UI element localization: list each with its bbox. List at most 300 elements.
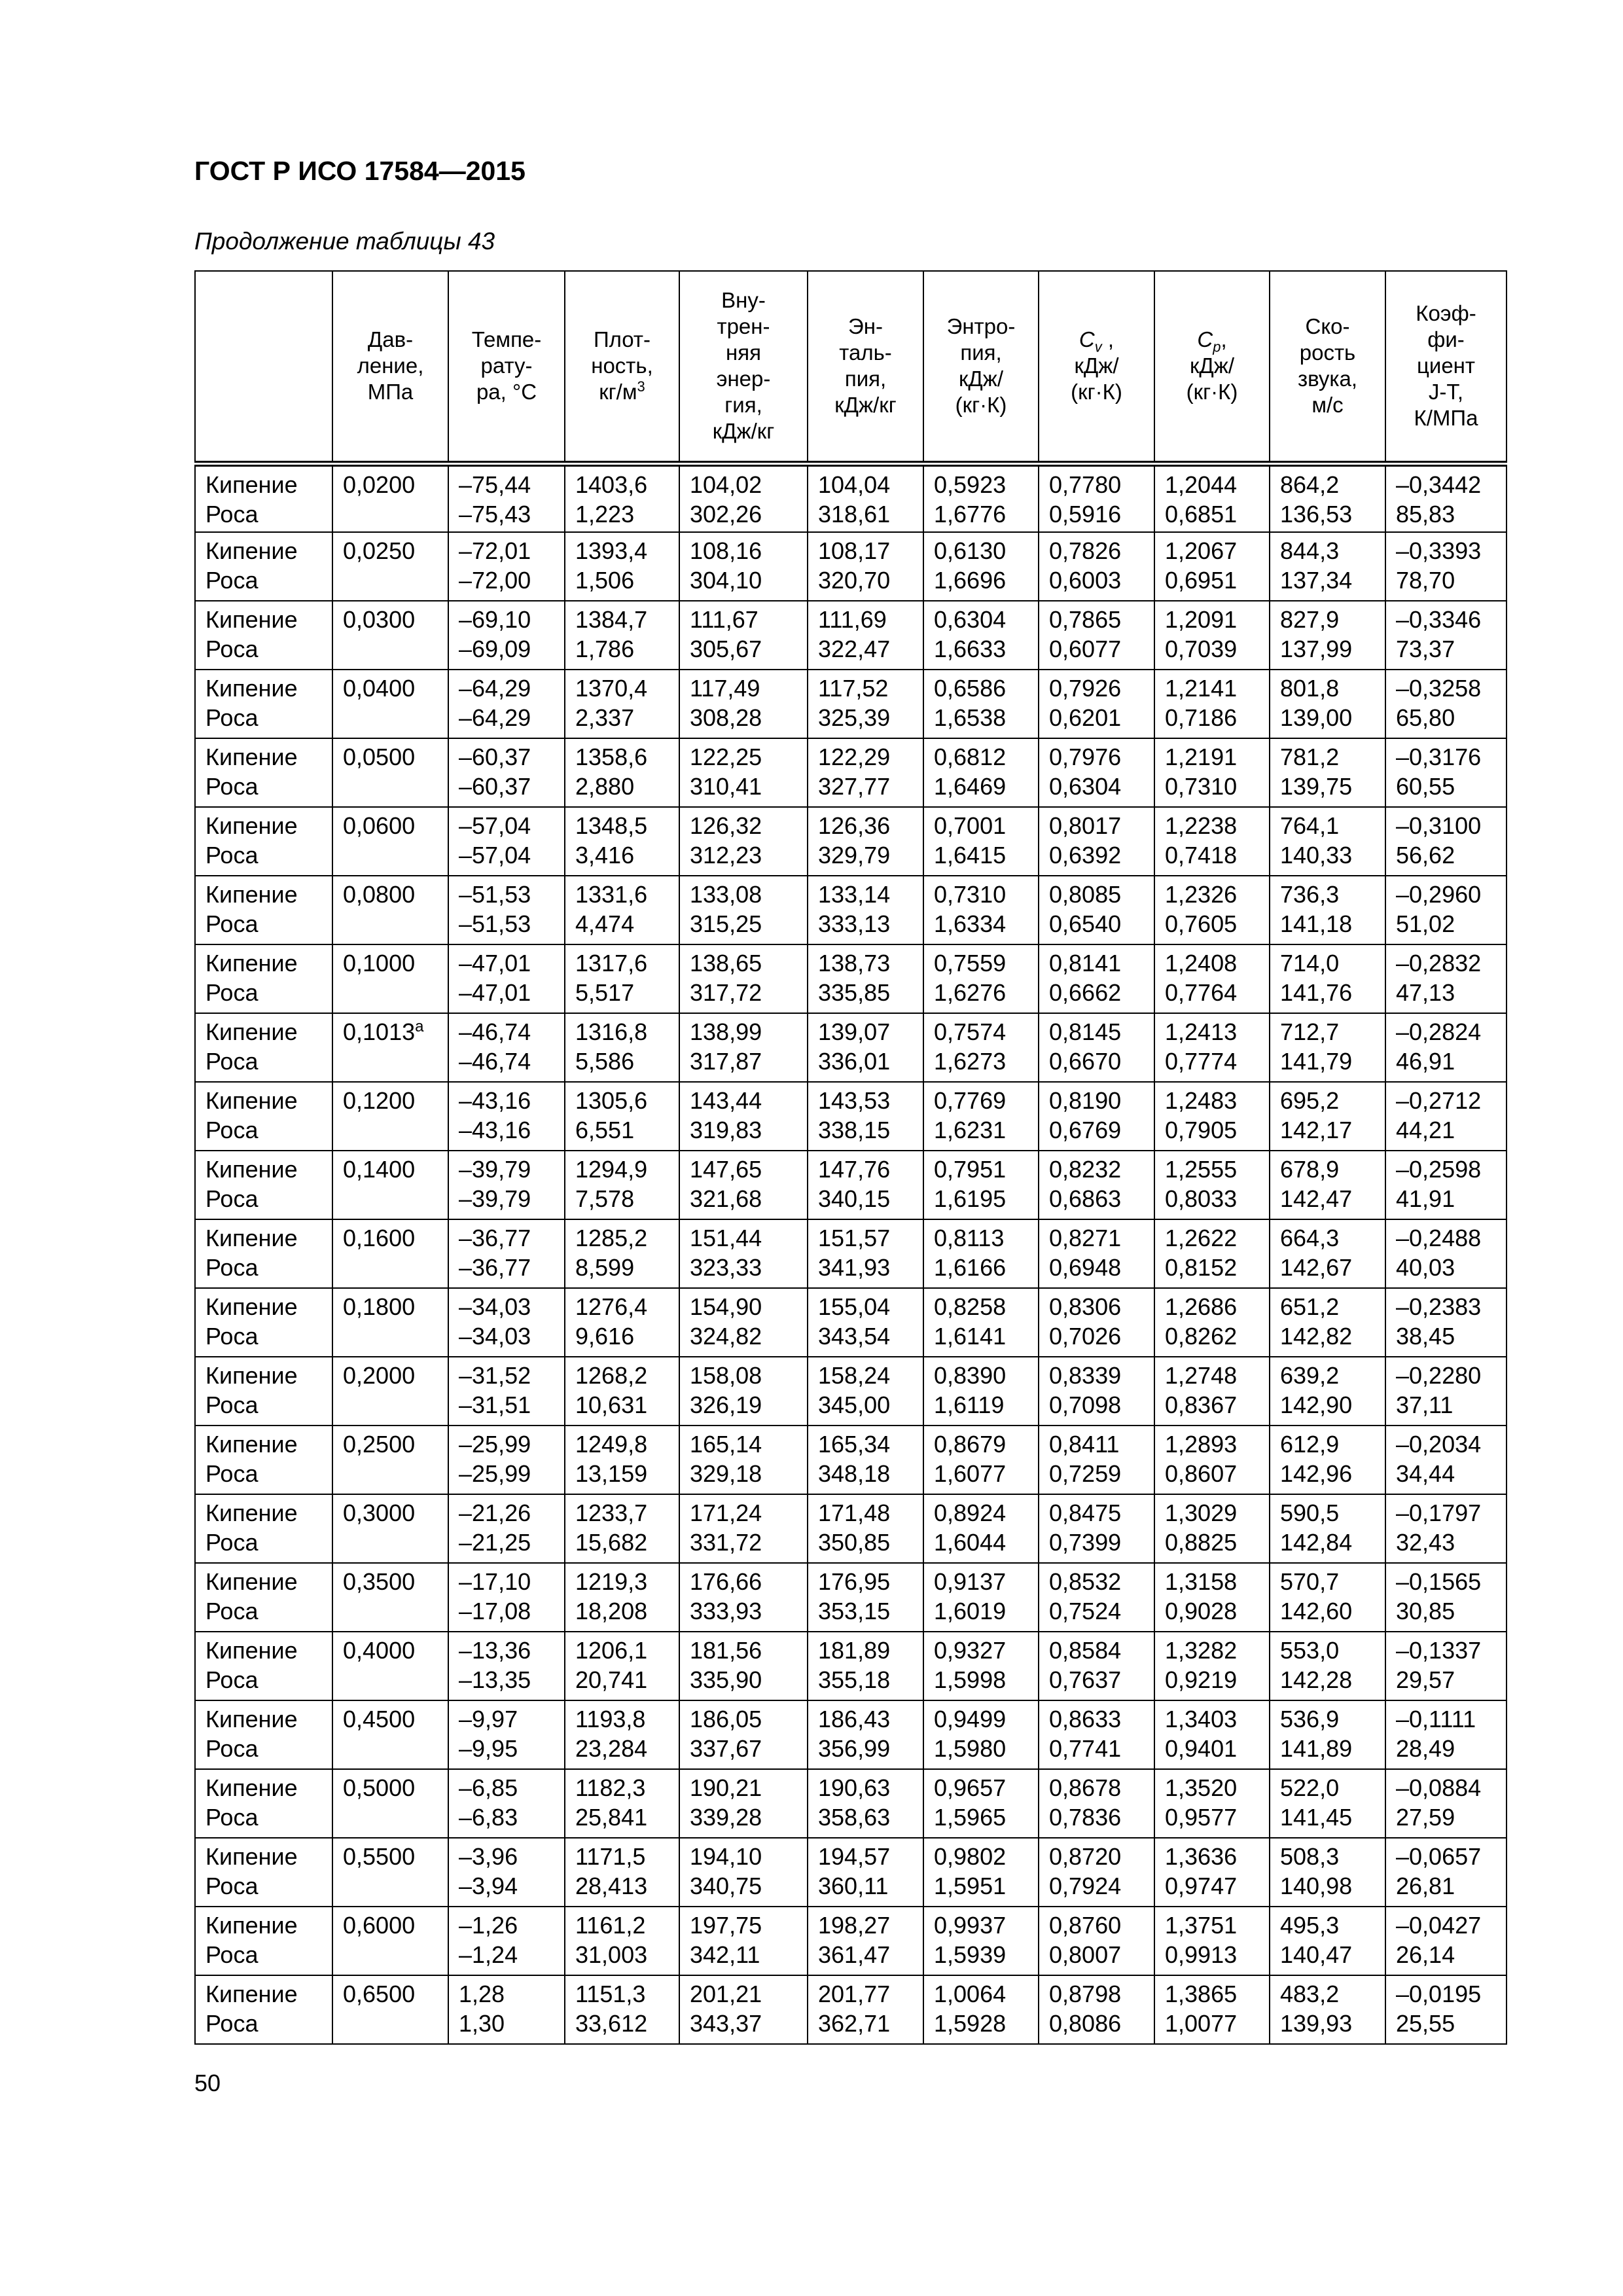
column-header-temperature <box>448 271 565 463</box>
page-number: 50 <box>194 2070 221 2096</box>
table-row <box>195 1151 1507 1219</box>
column-header-line <box>811 314 920 340</box>
cell-cv <box>1039 670 1154 738</box>
cell-value: 1,6019 <box>934 1598 1007 1624</box>
column-header-line <box>452 353 562 379</box>
cell-entropy <box>923 1700 1039 1769</box>
column-header-line <box>683 392 804 418</box>
pressure-value: 0,0600 <box>343 812 416 839</box>
cell-value: –13,36 <box>459 1637 531 1664</box>
cell-cp <box>1154 1357 1270 1426</box>
cell-value: 201,77 <box>818 1981 891 2007</box>
cell-value: 335,85 <box>818 979 891 1006</box>
cell-value: 1182,3 <box>575 1774 646 1801</box>
cell-value: 321,68 <box>690 1185 762 1212</box>
phase-label: Роса <box>205 567 259 594</box>
cell-value: 1,6276 <box>934 979 1007 1006</box>
column-header-line <box>1389 327 1503 353</box>
cell-internal-energy <box>679 1219 808 1288</box>
cell-value: 310,41 <box>690 773 762 800</box>
column-header-text: кДж/ <box>958 367 1004 391</box>
cell-value: –0,3442 <box>1396 471 1482 498</box>
cell-value: 0,8007 <box>1049 1941 1122 1968</box>
column-header-line <box>927 314 1035 340</box>
cell-cv <box>1039 1494 1154 1563</box>
cell-value: 25,55 <box>1396 2010 1455 2037</box>
cell-sound-speed <box>1270 1426 1385 1494</box>
phase-label: Кипение <box>205 1293 298 1320</box>
cell-density <box>565 1632 679 1700</box>
cell-value: 142,84 <box>1280 1529 1353 1556</box>
cell-value: 317,87 <box>690 1048 762 1075</box>
cell-enthalpy <box>808 1288 923 1357</box>
cell-value: –0,1797 <box>1396 1499 1482 1526</box>
cell-entropy <box>923 1975 1039 2044</box>
cell-value: 0,6662 <box>1049 979 1122 1006</box>
cell-value: 9,616 <box>575 1323 635 1350</box>
cell-value: 176,66 <box>690 1568 762 1595</box>
cell-jt-coefficient <box>1385 944 1507 1013</box>
cell-value: –0,0657 <box>1396 1843 1482 1870</box>
cell-pressure <box>332 1563 448 1632</box>
cell-cp <box>1154 1288 1270 1357</box>
table-row <box>195 807 1507 876</box>
cell-cv <box>1039 807 1154 876</box>
cell-value: 111,69 <box>818 606 887 633</box>
phase-label: Роса <box>205 1117 259 1143</box>
cell-value: 10,631 <box>575 1391 648 1418</box>
cell-value <box>343 673 444 703</box>
cell-value: 133,14 <box>818 881 891 908</box>
cell-value: 319,83 <box>690 1117 762 1143</box>
cell-value: 1,2555 <box>1165 1156 1238 1183</box>
cell-value: 305,67 <box>690 636 762 662</box>
cell-value: 1,5965 <box>934 1804 1007 1831</box>
cell-value: 678,9 <box>1280 1156 1340 1183</box>
cell-cv <box>1039 1357 1154 1426</box>
cell-entropy <box>923 1357 1039 1426</box>
cell-value: 176,95 <box>818 1568 891 1595</box>
cell-value: 37,11 <box>1396 1391 1454 1418</box>
table-row <box>195 1975 1507 2044</box>
cell-value: 0,7637 <box>1049 1666 1122 1693</box>
cell-sound-speed <box>1270 463 1385 532</box>
cell-cp <box>1154 463 1270 532</box>
cell-enthalpy <box>808 1082 923 1151</box>
cell-value: 342,11 <box>690 1941 760 1968</box>
cell-value: 0,8306 <box>1049 1293 1122 1320</box>
cell-value: 1384,7 <box>575 606 648 633</box>
cell-value: 34,44 <box>1396 1460 1455 1487</box>
cell-pressure <box>332 1975 448 2044</box>
cell-entropy <box>923 1563 1039 1632</box>
cell-value: 1348,5 <box>575 812 648 839</box>
cell-value: 7,578 <box>575 1185 635 1212</box>
table-row <box>195 1494 1507 1563</box>
cell-value: 139,93 <box>1280 2010 1353 2037</box>
column-header-line <box>568 379 676 405</box>
cell-value: 318,61 <box>818 500 891 528</box>
cell-temperature <box>448 1494 565 1563</box>
cell-value: 1233,7 <box>575 1499 648 1526</box>
cell-jt-coefficient <box>1385 1288 1507 1357</box>
phase-label: Кипение <box>205 1568 298 1595</box>
cell-jt-coefficient <box>1385 1219 1507 1288</box>
pressure-value: 0,1000 <box>343 950 416 977</box>
pressure-value: 0,0250 <box>343 537 416 564</box>
cell-pressure <box>332 670 448 738</box>
cell-value: 1317,6 <box>575 950 648 977</box>
column-header-text: Плот- <box>593 327 651 352</box>
cell-value: –31,52 <box>459 1362 531 1389</box>
column-header-line <box>1273 392 1382 418</box>
cell-value: 827,9 <box>1280 606 1340 633</box>
cell-value: 0,8113 <box>934 1225 1005 1251</box>
cell-value: 30,85 <box>1396 1598 1455 1624</box>
cell-value: 312,23 <box>690 842 762 869</box>
cell-value: 1,2044 <box>1165 471 1238 498</box>
cell-value: 0,7951 <box>934 1156 1007 1183</box>
cell-sound-speed <box>1270 807 1385 876</box>
cell-value: 1276,4 <box>575 1293 648 1320</box>
cell-value: –69,09 <box>459 636 531 662</box>
column-header-line <box>568 353 676 379</box>
pressure-value: 0,0200 <box>343 471 416 498</box>
cell-value: 781,2 <box>1280 744 1340 770</box>
cell-value: 0,8411 <box>1049 1431 1120 1458</box>
column-header-text: кг/м <box>599 380 637 404</box>
pressure-value: 0,0800 <box>343 881 416 908</box>
cell-enthalpy <box>808 463 923 532</box>
phase-label: Кипение <box>205 1774 298 1801</box>
cell-value: 138,65 <box>690 950 762 977</box>
cell-value: 1268,2 <box>575 1362 648 1389</box>
cell-value: 147,65 <box>690 1156 762 1183</box>
cell-cv <box>1039 1632 1154 1700</box>
cell-internal-energy <box>679 1975 808 2044</box>
cell-value: –60,37 <box>459 744 531 770</box>
cell-value: –43,16 <box>459 1087 531 1114</box>
cell-value: –36,77 <box>459 1225 531 1251</box>
cell-value: 844,3 <box>1280 537 1340 564</box>
cell-enthalpy <box>808 1563 923 1632</box>
cell-value: 1,6776 <box>934 500 1007 528</box>
cell-value: 0,6077 <box>1049 636 1122 662</box>
cell-enthalpy <box>808 601 923 670</box>
cell-value: 0,9937 <box>934 1912 1007 1939</box>
cell-temperature <box>448 601 565 670</box>
cell-value: 315,25 <box>690 910 762 937</box>
cell-value: 140,47 <box>1280 1941 1353 1968</box>
cell-value: 0,7186 <box>1165 704 1238 731</box>
cell-temperature <box>448 876 565 944</box>
cell-value: –0,3176 <box>1396 744 1482 770</box>
cell-value: 0,9401 <box>1165 1735 1238 1762</box>
cell-value: 38,45 <box>1396 1323 1455 1350</box>
cell-density <box>565 738 679 807</box>
cell-enthalpy <box>808 1219 923 1288</box>
cell-phase <box>195 1426 332 1494</box>
cell-value: 0,8141 <box>1049 950 1122 977</box>
column-header-line <box>683 366 804 392</box>
cell-value: 736,3 <box>1280 881 1340 908</box>
cell-value: 1,6166 <box>934 1254 1007 1281</box>
cell-entropy <box>923 463 1039 532</box>
phase-label: Роса <box>205 842 259 869</box>
cell-value: 350,85 <box>818 1529 891 1556</box>
cell-value: –21,25 <box>459 1529 531 1556</box>
cell-cv <box>1039 1082 1154 1151</box>
column-header-line <box>1389 353 1503 379</box>
cell-internal-energy <box>679 1357 808 1426</box>
cell-value: 333,13 <box>818 910 891 937</box>
cell-value: 1331,6 <box>575 881 648 908</box>
cell-value: 0,7836 <box>1049 1804 1122 1831</box>
cell-value: 1,6334 <box>934 910 1007 937</box>
cell-sound-speed <box>1270 670 1385 738</box>
cell-value: 141,76 <box>1280 979 1353 1006</box>
cell-value: 0,6951 <box>1165 567 1238 594</box>
cell-value: 28,49 <box>1396 1735 1455 1762</box>
cell-internal-energy <box>679 1632 808 1700</box>
cell-enthalpy <box>808 1426 923 1494</box>
cell-value: 0,9499 <box>934 1706 1007 1732</box>
cell-phase <box>195 1013 332 1082</box>
cell-value <box>343 536 444 565</box>
table-row <box>195 463 1507 532</box>
cell-pressure <box>332 532 448 601</box>
column-header-symbol: C <box>1079 327 1095 352</box>
cell-entropy <box>923 738 1039 807</box>
cell-value: 0,6130 <box>934 537 1007 564</box>
cell-value: –0,2960 <box>1396 881 1482 908</box>
cell-value: 0,8720 <box>1049 1843 1122 1870</box>
column-header-text: , <box>1101 327 1115 352</box>
cell-value: 143,44 <box>690 1087 762 1114</box>
cell-value: 0,6540 <box>1049 910 1122 937</box>
cell-density <box>565 1151 679 1219</box>
cell-value: 338,15 <box>818 1117 891 1143</box>
cell-entropy <box>923 1907 1039 1975</box>
cell-value: 0,7026 <box>1049 1323 1122 1350</box>
cell-value: –75,44 <box>459 471 531 498</box>
cell-value: 0,7780 <box>1049 471 1122 498</box>
cell-value: 1,28 <box>459 1981 505 2007</box>
cell-cv <box>1039 1151 1154 1219</box>
cell-pressure <box>332 1838 448 1907</box>
pressure-value: 0,0300 <box>343 606 416 633</box>
cell-value: 158,24 <box>818 1362 891 1389</box>
phase-label: Роса <box>205 979 259 1006</box>
column-header-sound-speed <box>1270 271 1385 463</box>
column-header-text: J-T, <box>1428 380 1464 404</box>
cell-value: 142,60 <box>1280 1598 1353 1624</box>
cell-value: 0,8145 <box>1049 1018 1122 1045</box>
column-header-text: энер- <box>716 367 771 391</box>
cell-value: 0,7259 <box>1049 1460 1122 1487</box>
phase-label: Роса <box>205 1529 259 1556</box>
column-header-line <box>1389 405 1503 431</box>
cell-value: 142,47 <box>1280 1185 1353 1212</box>
cell-density <box>565 1357 679 1426</box>
cell-value <box>343 470 444 499</box>
column-header-text: кДж/ <box>1074 353 1119 378</box>
phase-label: Кипение <box>205 1225 298 1251</box>
cell-density <box>565 1082 679 1151</box>
cell-value: 1,2893 <box>1165 1431 1238 1458</box>
column-header-line <box>1389 379 1503 405</box>
cell-enthalpy <box>808 944 923 1013</box>
cell-value: 340,75 <box>690 1873 762 1899</box>
cell-value: 1,2141 <box>1165 675 1238 702</box>
cell-value: 0,8152 <box>1165 1254 1238 1281</box>
cell-value: –0,3258 <box>1396 675 1482 702</box>
cell-temperature <box>448 807 565 876</box>
cell-cv <box>1039 1700 1154 1769</box>
cell-value: 1403,6 <box>575 471 648 498</box>
cell-value: 155,04 <box>818 1293 891 1320</box>
cell-value: 1,3403 <box>1165 1706 1238 1732</box>
cell-cp <box>1154 1838 1270 1907</box>
column-header-line <box>927 392 1035 418</box>
cell-value: 1,2326 <box>1165 881 1238 908</box>
cell-value: 0,7905 <box>1165 1117 1238 1143</box>
phase-label: Кипение <box>205 1018 298 1045</box>
cell-cv <box>1039 944 1154 1013</box>
cell-value: 0,6201 <box>1049 704 1122 731</box>
cell-value: –0,3393 <box>1396 537 1482 564</box>
cell-value: 0,5923 <box>934 471 1007 498</box>
cell-value <box>343 1498 444 1528</box>
cell-jt-coefficient <box>1385 1494 1507 1563</box>
cell-value: 1,3636 <box>1165 1843 1238 1870</box>
cell-sound-speed <box>1270 532 1385 601</box>
cell-enthalpy <box>808 1907 923 1975</box>
column-header-line <box>1158 379 1266 405</box>
column-header-phase <box>195 271 332 463</box>
cell-value: 1161,2 <box>575 1912 646 1939</box>
column-header-line <box>811 366 920 392</box>
cell-value: 0,7098 <box>1049 1391 1122 1418</box>
cell-cv <box>1039 1907 1154 1975</box>
cell-value: 333,93 <box>690 1598 762 1624</box>
cell-value: 0,8262 <box>1165 1323 1238 1350</box>
cell-value: 141,18 <box>1280 910 1353 937</box>
cell-temperature <box>448 1838 565 1907</box>
cell-cv <box>1039 1563 1154 1632</box>
phase-label: Кипение <box>205 1499 298 1526</box>
phase-label: Роса <box>205 2010 259 2037</box>
phase-label: Роса <box>205 1048 259 1075</box>
cell-value: 0,7924 <box>1049 1873 1122 1899</box>
phase-label: Роса <box>205 636 259 662</box>
cell-value: 51,02 <box>1396 910 1455 937</box>
cell-value <box>343 1155 444 1184</box>
phase-label: Кипение <box>205 744 298 770</box>
cell-value: 340,15 <box>818 1185 891 1212</box>
cell-value: 104,02 <box>690 471 762 498</box>
cell-value: 0,8532 <box>1049 1568 1122 1595</box>
cell-value: 0,7574 <box>934 1018 1007 1045</box>
column-header-text: К/МПа <box>1414 406 1478 431</box>
cell-phase <box>195 1700 332 1769</box>
cell-value: 0,8475 <box>1049 1499 1122 1526</box>
cell-internal-energy <box>679 1700 808 1769</box>
cell-value: 1,5951 <box>934 1873 1007 1899</box>
cell-pressure <box>332 1907 448 1975</box>
cell-sound-speed <box>1270 1151 1385 1219</box>
cell-sound-speed <box>1270 1563 1385 1632</box>
cell-cp <box>1154 601 1270 670</box>
cell-value: 165,34 <box>818 1431 891 1458</box>
cell-value: 181,56 <box>690 1637 762 1664</box>
cell-value: 31,003 <box>575 1941 648 1968</box>
cell-value: 1294,9 <box>575 1156 648 1183</box>
cell-value: 142,96 <box>1280 1460 1353 1487</box>
cell-enthalpy <box>808 1838 923 1907</box>
column-header-line <box>683 418 804 444</box>
cell-density <box>565 463 679 532</box>
cell-value: 1305,6 <box>575 1087 648 1114</box>
cell-cv <box>1039 1219 1154 1288</box>
cell-value: 343,37 <box>690 2010 762 2037</box>
cell-internal-energy <box>679 738 808 807</box>
cell-sound-speed <box>1270 1700 1385 1769</box>
cell-value: 712,7 <box>1280 1018 1340 1045</box>
phase-label: Роса <box>205 1735 259 1762</box>
cell-value: 335,90 <box>690 1666 762 1693</box>
cell-value: 0,8232 <box>1049 1156 1122 1183</box>
cell-value: –0,0884 <box>1396 1774 1482 1801</box>
phase-label: Кипение <box>205 1912 298 1939</box>
column-header-text: Вну- <box>721 288 766 313</box>
cell-value: 46,91 <box>1396 1048 1455 1075</box>
column-header-text: кДж/кг <box>834 393 897 418</box>
cell-value: –57,04 <box>459 812 531 839</box>
cell-value: 0,7865 <box>1049 606 1122 633</box>
cell-value: 361,47 <box>818 1941 891 1968</box>
cell-value: 0,8017 <box>1049 812 1122 839</box>
cell-jt-coefficient <box>1385 807 1507 876</box>
cell-value: –39,79 <box>459 1185 531 1212</box>
cell-phase <box>195 1838 332 1907</box>
phase-label: Роса <box>205 704 259 731</box>
cell-jt-coefficient <box>1385 532 1507 601</box>
cell-jt-coefficient <box>1385 1357 1507 1426</box>
cell-value: –0,2824 <box>1396 1018 1482 1045</box>
column-header-jt-coefficient <box>1385 271 1507 463</box>
table-row <box>195 532 1507 601</box>
cell-value: 194,57 <box>818 1843 891 1870</box>
cell-value: 126,32 <box>690 812 762 839</box>
cell-value: –25,99 <box>459 1431 531 1458</box>
cell-internal-energy <box>679 463 808 532</box>
cell-value: 122,29 <box>818 744 891 770</box>
cell-value: –43,16 <box>459 1117 531 1143</box>
cell-temperature <box>448 944 565 1013</box>
cell-phase <box>195 944 332 1013</box>
cell-value: 1171,5 <box>575 1843 646 1870</box>
cell-value: –0,2598 <box>1396 1156 1482 1183</box>
cell-value: 85,83 <box>1396 500 1455 528</box>
cell-temperature <box>448 1975 565 2044</box>
cell-enthalpy <box>808 1151 923 1219</box>
column-header-text: (кг·К) <box>955 393 1007 418</box>
cell-value: 0,9327 <box>934 1637 1007 1664</box>
cell-value: 1,223 <box>575 500 635 528</box>
cell-entropy <box>923 944 1039 1013</box>
cell-value: 186,43 <box>818 1706 891 1732</box>
